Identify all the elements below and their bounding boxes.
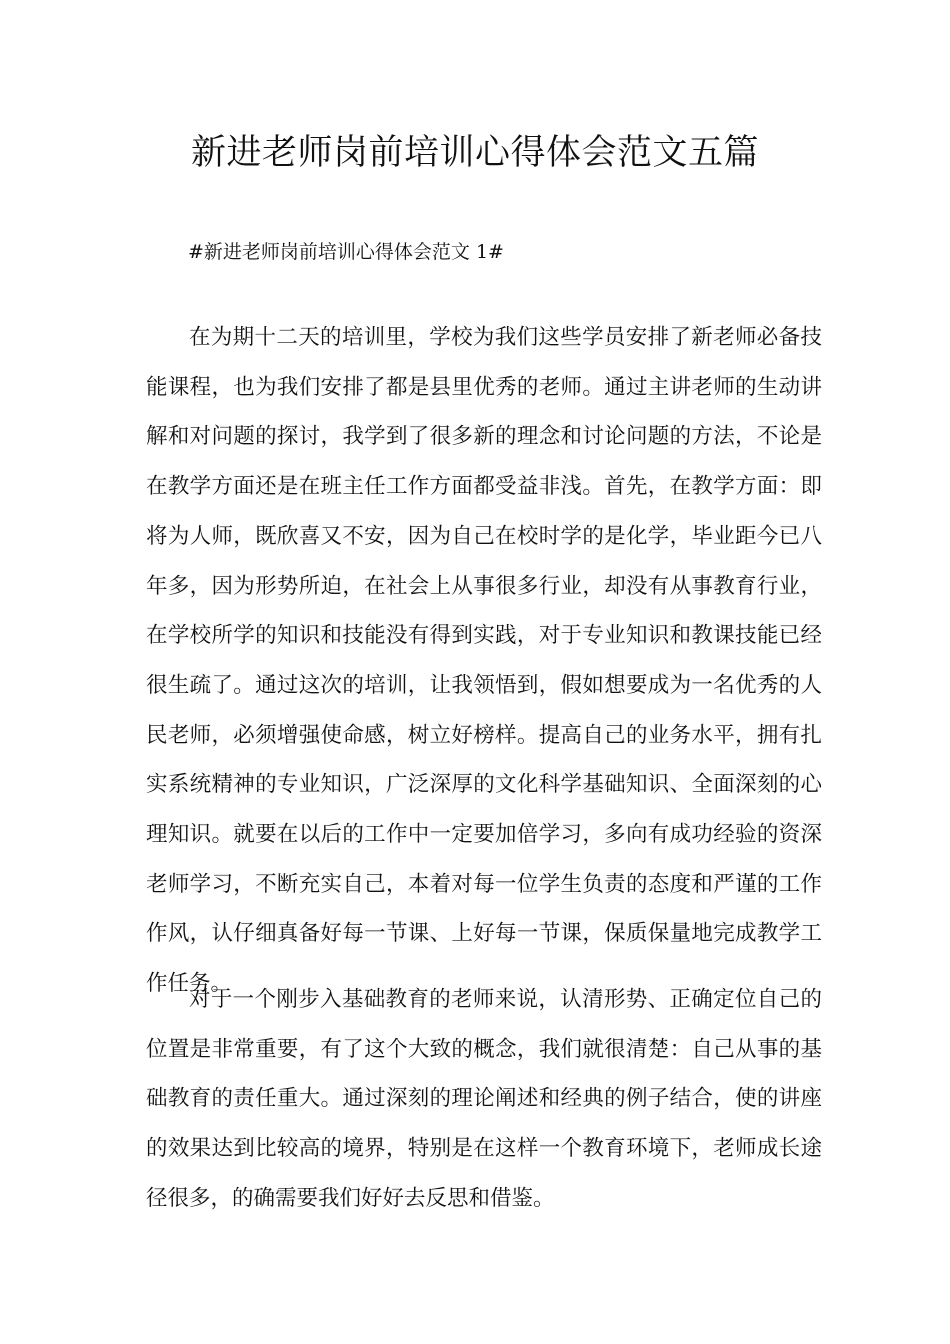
document-title: 新进老师岗前培训心得体会范文五篇 xyxy=(190,133,759,173)
body-paragraph-2: 对于一个刚步入基础教育的老师来说，认清形势、正确定位自己的位置是非常重要，有了这个大致的概念，我们就很清楚：自己从事的基础教育的责任重大。通过深刻的理论阐述和经典的例子结合，使的讲座的效果达到比较高的境界，特别是在这样一个教育环境下，老师成长途径很多，的确需要我们好好去反思和借鉴。 xyxy=(146,987,822,1211)
section-heading: #新进老师岗前培训心得体会范文 1# xyxy=(188,241,504,263)
body-paragraph-1: 在为期十二天的培训里，学校为我们这些学员安排了新老师必备技能课程，也为我们安排了都是县里优秀的老师。通过主讲老师的生动讲解和对问题的探讨，我学到了很多新的理念和讨论问题的方法，不论是在教学方面还是在班主任工作方面都受益非浅。首先，在教学方面：即将为人师，既欣喜又不安，因为自己在校时学的是化学，毕业距今已八年多，因为形势所迫，在社会上从事很多行业，却没有从事教育行业，在学校所学的知识和技能没有得到实践，对于专业知识和教课技能已经很生疏了。通过这次的培训，让我领悟到，假如想要成为一名优秀的人民老师，必须增强使命感，树立好榜样。提高自己的业务水平，拥有扎实系统精神的专业知识，广泛深厚的文化科学基础知识、全面深刻的心理知识。就要在以后的工作中一定要加倍学习，多向有成功经验的资深老师学习，不断充实自己，本着对每一位学生负责的态度和严谨的工作作风，认仔细真备好每一节课、上好每一节课，保质保量地完成教学工作任务。 xyxy=(146,325,822,997)
